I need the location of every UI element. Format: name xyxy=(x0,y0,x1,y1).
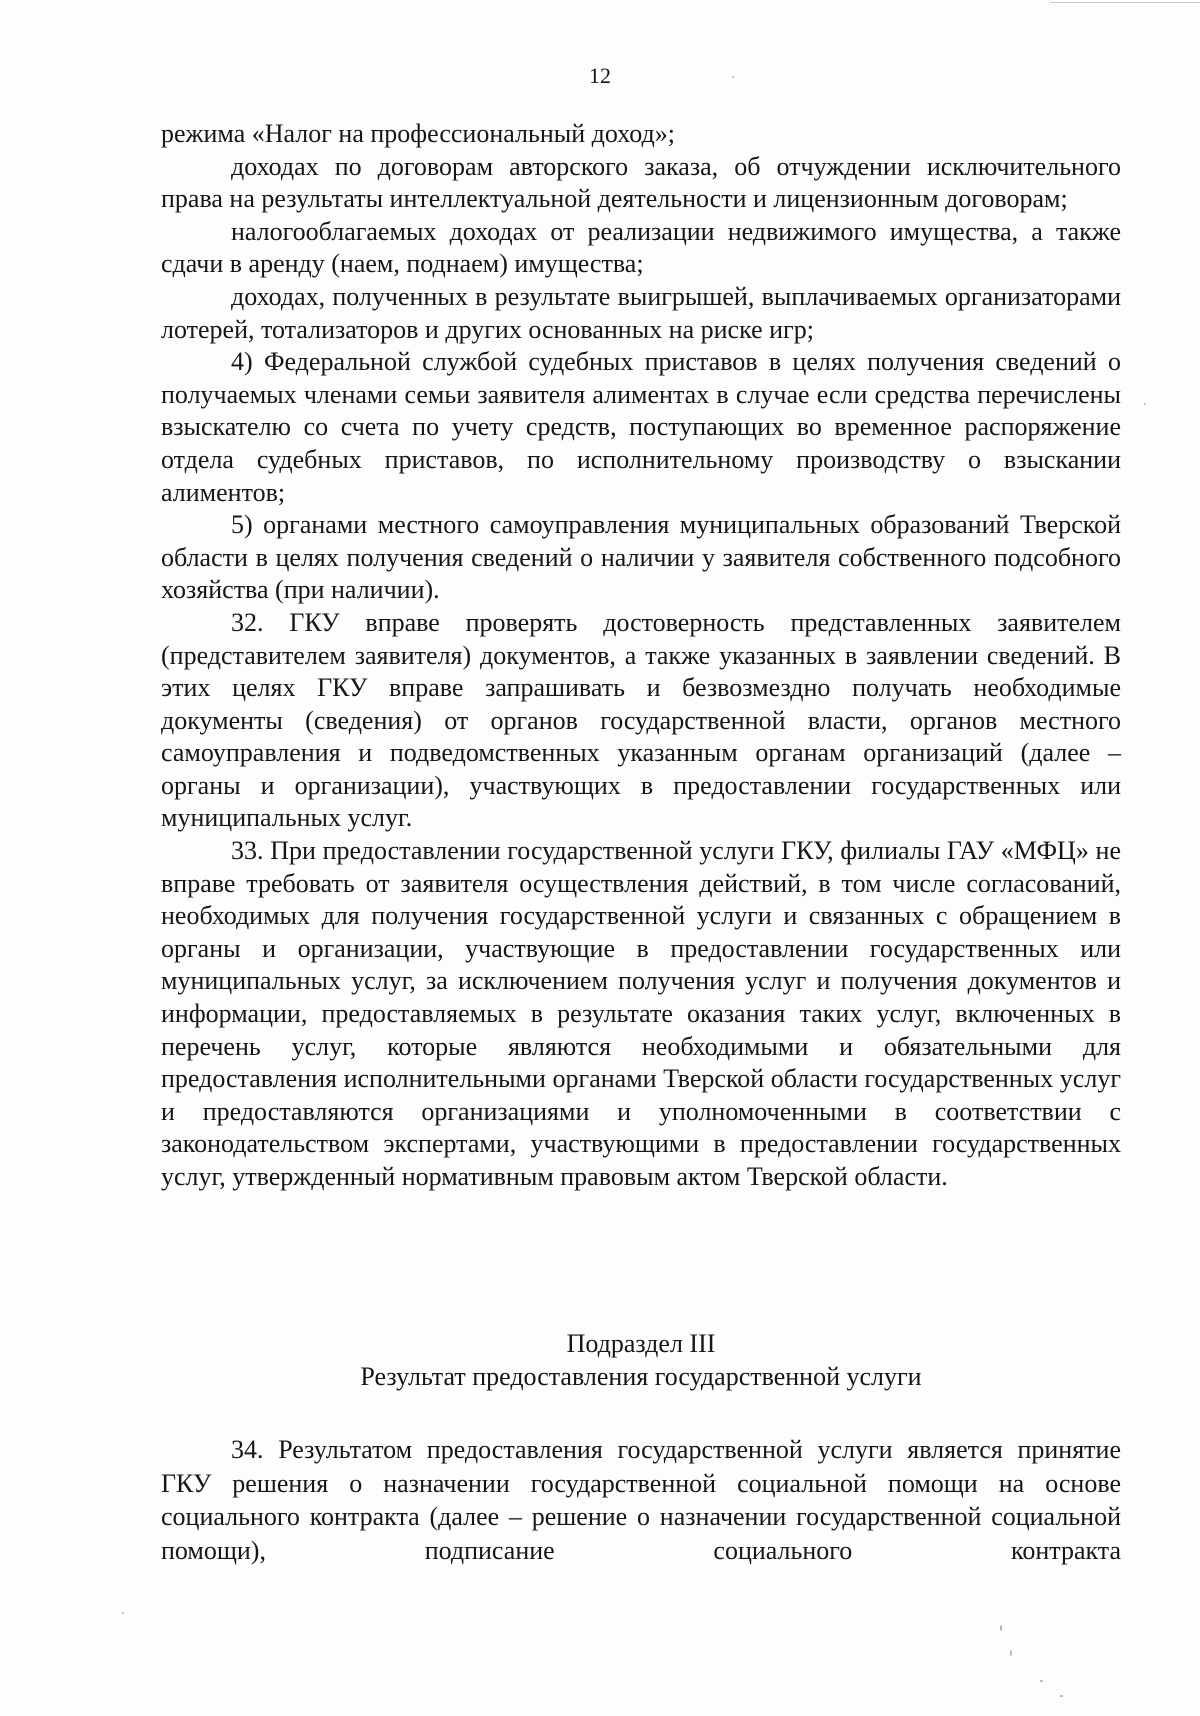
paragraph: 33. При предоставлении государственной услуги ГКУ, филиалы ГАУ «МФЦ» не вправе требовать от заявителя осуществления действий, в том числе согласований, необходимых для получения государственной услуги и связанных с обращением в органы и организации, участвующие в предоставлении государственных или муниципальных услуг, за исключением получения услуг и получения документов и информации, предоставляемых в результате оказания таких услуг, включенных в перечень услуг, которые являются необходимыми и обязательными для предоставления исполнительными органами Тверской области государственных услуг и предоставляются организациями и уполномоченными в соответствии с законодательством экспертами, участвующими в предоставлении государственных услуг, утвержденный нормативным правовым актом Тверской области. xyxy=(161,836,1121,1191)
paragraph: доходах по договорам авторского заказа, об отчуждении исключительного права на результаты интеллектуальной деятельности и лицензионным договорам; xyxy=(161,151,1121,214)
page-number: 12 xyxy=(589,63,611,88)
subsection-label: Подраздел III xyxy=(566,1329,716,1358)
paragraph: 4) Федеральной службой судебных приставов в целях получения сведений о получаемых членами семьи заявителя алиментах в случае если средства перечислены взыскателю со счета по учету средств, поступающих во временное распоряжение отдела судебных приставов, по исполнительному производству о взыскании алиментов; xyxy=(161,347,1121,507)
paragraph: налогооблагаемых доходах от реализации недвижимого имущества, а также сдачи в аренду (наем, поднаем) имущества; xyxy=(161,216,1121,279)
document-body-continued xyxy=(161,1433,1121,1567)
document-body xyxy=(161,118,1121,1194)
scan-speck xyxy=(732,76,734,78)
scan-speck xyxy=(1060,1695,1063,1697)
subsection-title: Результат предоставления государственной услуги xyxy=(360,1362,922,1391)
paragraph: доходах, полученных в результате выигрышей, выплачиваемых организаторами лотерей, тотализаторов и других основанных на риске игр; xyxy=(161,281,1121,344)
scan-speck xyxy=(1000,1625,1002,1631)
scan-speck xyxy=(1144,403,1146,405)
paragraph: 32. ГКУ вправе проверять достоверность представленных заявителем (представителем заявителя) документов, а также указанных в заявлении сведений. В этих целях ГКУ вправе запрашивать и безвозмездно получать необходимые документы (сведения) от органов государственной власти, органов местного самоуправления и подведомственных указанным органам организаций (далее – органы и организации), участвующих в предоставлении государственных или муниципальных услуг. xyxy=(161,607,1121,833)
scan-edge-line xyxy=(1050,2,1200,3)
scan-speck xyxy=(122,1612,124,1614)
scan-speck xyxy=(1040,1680,1043,1682)
paragraph: 5) органами местного самоуправления муниципальных образований Тверской области в целях получения сведений о наличии у заявителя собственного подсобного хозяйства (при наличии). xyxy=(161,510,1121,605)
paragraph: 34. Результатом предоставления государственной услуги является принятие ГКУ решения о назначении государственной социальной помощи на основе социального контракта (далее – решение о назначении государственной социальной помощи), подписание социального контракта xyxy=(161,1435,1121,1565)
scan-speck xyxy=(1010,1650,1012,1656)
paragraph: режима «Налог на профессиональный доход»; xyxy=(161,119,675,148)
